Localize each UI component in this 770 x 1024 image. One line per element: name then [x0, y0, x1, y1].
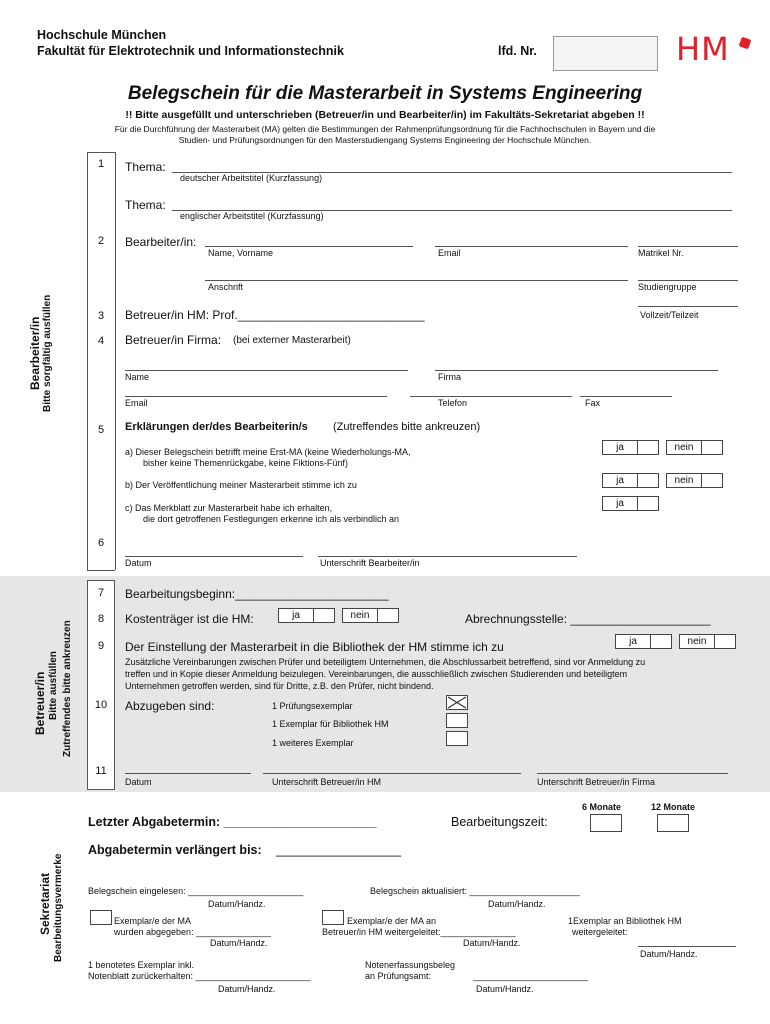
- supervisor-date-field[interactable]: [125, 773, 251, 774]
- six-months-label: 6 Monate: [582, 802, 622, 812]
- company-phone-field[interactable]: [410, 396, 572, 397]
- billing-label: Abrechnungsstelle: _____________________: [465, 612, 711, 626]
- student-address-field[interactable]: [205, 280, 628, 281]
- declaration-a-yes[interactable]: ja: [602, 440, 659, 455]
- graded-hint: Datum/Handz.: [218, 984, 276, 994]
- intro-line-1: Für die Durchführung der Masterarbeit (MA) gelten die Bestimmungen der Rahmenprüfungsordnung für die Fachhochschulen in Bayern und die: [114, 124, 656, 134]
- side-label-office: Sekretariat: [38, 872, 52, 935]
- declaration-a-line2: bisher keine Themenrückgabe, keine Fiktions-Fünf): [143, 458, 348, 468]
- extended-deadline-label: Abgabetermin verlängert bis:: [88, 843, 262, 857]
- copies-forwarded-line2: Betreuer/in HM weitergeleitet:_______________: [322, 927, 516, 937]
- graded-line1: 1 benotetes Exemplar inkl.: [88, 960, 195, 970]
- twelve-months-label: 12 Monate: [651, 802, 696, 812]
- student-date-hint: Datum: [125, 558, 152, 568]
- section-number-11: 11: [95, 765, 107, 777]
- declarations-label: Erklärungen der/des Bearbeiterin/s: [125, 421, 308, 433]
- cross-mark-icon: [447, 696, 467, 709]
- side-sub-supervisor-2: Zutreffendes bitte ankreuzen: [62, 620, 73, 757]
- grade-notes-line1: Notenerfassungsbeleg: [365, 960, 456, 970]
- updated-hint: Datum/Handz.: [488, 899, 546, 909]
- student-matrikel-hint: Matrikel Nr.: [638, 248, 684, 258]
- copies-forwarded-checkbox[interactable]: [322, 910, 344, 925]
- deadline-label: Letzter Abgabetermin: ______________________: [88, 815, 377, 829]
- section-number-6: 6: [97, 537, 105, 549]
- side-sub-supervisor-1: Bitte ausfüllen: [48, 651, 59, 720]
- agreement-text-2: treffen und in Kopie dieser Anmeldung beizulegen. Vereinbarungen, die ausschließlich zwischen Studierenden und beteiligtem: [125, 669, 628, 679]
- library-forward-line1: 1Exemplar an Bibliothek HM: [568, 916, 682, 926]
- library-forward-line2: weitergeleitet:: [572, 927, 628, 937]
- hm-logo-mark: [739, 37, 752, 50]
- side-label-student: Bearbeiter/in: [28, 316, 42, 390]
- declaration-b-yes-box[interactable]: [637, 473, 659, 488]
- declaration-c-line2: die dort getroffenen Festlegungen erkenne ich als verbindlich an: [143, 514, 400, 524]
- lfd-nr-label: lfd. Nr.: [498, 44, 537, 58]
- duration-label: Bearbeitungszeit:: [451, 815, 548, 829]
- graded-line2: Notenblatt zurückerhalten: _______________________: [88, 971, 311, 981]
- twelve-months-checkbox[interactable]: [657, 814, 689, 832]
- student-matrikel-field[interactable]: [638, 246, 738, 247]
- submit-item-1: 1 Prüfungsexemplar: [272, 701, 353, 711]
- declarations-sub: (Zutreffendes bitte ankreuzen): [333, 421, 481, 433]
- copies-submitted-hint: Datum/Handz.: [210, 938, 268, 948]
- library-consent-no-box[interactable]: [714, 634, 736, 649]
- section-number-2: 2: [97, 235, 105, 247]
- cost-bearer-label: Kostenträger ist die HM:: [125, 612, 254, 626]
- topic-de-label: Thema:: [125, 160, 166, 174]
- company-email-field[interactable]: [125, 396, 387, 397]
- grade-notes-hint: Datum/Handz.: [476, 984, 534, 994]
- copies-submitted-checkbox[interactable]: [90, 910, 112, 925]
- cost-bearer-no[interactable]: nein: [342, 608, 399, 623]
- declaration-a-line1: a) Dieser Belegschein betrifft meine Erst-MA (keine Wiederholungs-MA,: [125, 447, 411, 457]
- section-number-9: 9: [97, 640, 105, 652]
- declaration-a-yes-box[interactable]: [637, 440, 659, 455]
- lfd-nr-field[interactable]: [553, 36, 658, 71]
- company-phone-hint: Telefon: [438, 398, 468, 408]
- library-consent-no[interactable]: nein: [679, 634, 736, 649]
- copies-submitted-line1: Exemplar/e der MA: [114, 916, 192, 926]
- declaration-c-yes[interactable]: ja: [602, 496, 659, 511]
- company-fax-field[interactable]: [580, 396, 672, 397]
- section-number-1: 1: [97, 158, 105, 170]
- hm-logo: HM: [676, 30, 730, 68]
- fulltime-field[interactable]: [638, 306, 738, 307]
- student-name-field[interactable]: [205, 246, 413, 247]
- section-number-8: 8: [97, 613, 105, 625]
- submit-item-2: 1 Exemplar für Bibliothek HM: [272, 719, 389, 729]
- section-number-4: 4: [97, 335, 105, 347]
- submit-item-3-checkbox[interactable]: [446, 731, 468, 746]
- declaration-b: b) Der Veröffentlichung meiner Masterarbeit stimme ich zu: [125, 480, 357, 490]
- agreement-text-3: Unternehmen getroffen werden, sind für Dritte, z.B. den Prüfer, nicht bindend.: [125, 681, 434, 691]
- fulltime-hint: Vollzeit/Teilzeit: [640, 310, 699, 320]
- updated-label: Belegschein aktualisiert: ______________________: [370, 886, 580, 896]
- company-email-hint: Email: [125, 398, 148, 408]
- supervisor-hm-signature-field[interactable]: [263, 773, 521, 774]
- side-sub-student: Bitte sorgfältig ausfüllen: [42, 294, 53, 412]
- extended-deadline-line: __________________: [276, 843, 402, 857]
- submit-items-label: Abzugeben sind:: [125, 699, 215, 713]
- supervisor-company-label: Betreuer/in Firma:: [125, 333, 222, 347]
- library-consent-yes-box[interactable]: [650, 634, 672, 649]
- topic-en-hint: englischer Arbeitstitel (Kurzfassung): [180, 211, 324, 221]
- notice: !! Bitte ausgefüllt und unterschrieben (Betreuer/in und Bearbeiter/in) im Fakultäts-Sekretariat abgeben !!: [125, 109, 645, 121]
- student-name-hint: Name, Vorname: [208, 248, 274, 258]
- grade-notes-line2: an Prüfungsamt:: [365, 971, 432, 981]
- company-name-hint: Firma: [438, 372, 461, 382]
- supervisor-company-signature-field[interactable]: [537, 773, 728, 774]
- declaration-a-no-box[interactable]: [701, 440, 723, 455]
- declaration-a-no[interactable]: nein: [666, 440, 723, 455]
- company-name-field[interactable]: [435, 370, 718, 371]
- student-group-field[interactable]: [638, 280, 738, 281]
- company-fax-hint: Fax: [585, 398, 601, 408]
- copies-forwarded-line1: Exemplar/e der MA an: [347, 916, 437, 926]
- section-number-7: 7: [97, 587, 105, 599]
- declaration-c-yes-box[interactable]: [637, 496, 659, 511]
- declaration-c-line1: c) Das Merkblatt zur Masterarbeit habe ich erhalten,: [125, 503, 333, 513]
- topic-en-label: Thema:: [125, 198, 166, 212]
- student-group-hint: Studiengruppe: [638, 282, 697, 292]
- copies-submitted-line2: wurden abgegeben: _______________: [114, 927, 272, 937]
- declaration-b-no-box[interactable]: [701, 473, 723, 488]
- supervisor-hm-label: Betreuer/in HM: Prof.____________________________: [125, 308, 425, 322]
- supervisor-date-hint: Datum: [125, 777, 152, 787]
- supervisor-company-sub: (bei externer Masterarbeit): [233, 335, 351, 346]
- library-forward-field[interactable]: [638, 946, 736, 947]
- company-supervisor-name-hint: Name: [125, 372, 150, 382]
- supervisor-company-signature-hint: Unterschrift Betreuer/in Firma: [537, 777, 656, 787]
- submit-item-1-checkbox[interactable]: [446, 695, 468, 710]
- student-address-hint: Anschrift: [208, 282, 244, 292]
- student-email-hint: Email: [438, 248, 461, 258]
- library-forward-hint: Datum/Handz.: [640, 949, 698, 959]
- section-number-10: 10: [94, 699, 108, 711]
- cost-bearer-yes-box[interactable]: [313, 608, 335, 623]
- company-supervisor-name-field[interactable]: [125, 370, 408, 371]
- student-signature-field[interactable]: [318, 556, 577, 557]
- six-months-checkbox[interactable]: [590, 814, 622, 832]
- page-title: Belegschein für die Masterarbeit in Systems Engineering: [127, 83, 643, 104]
- agreement-text-1: Zusätzliche Vereinbarungen zwischen Prüfer und beteiligtem Unternehmen, die Abschlussarbeit betreffend, sind vor Anmeldung zu: [125, 657, 646, 667]
- submit-item-3: 1 weiteres Exemplar: [272, 738, 354, 748]
- student-email-field[interactable]: [435, 246, 628, 247]
- received-hint: Datum/Handz.: [208, 899, 266, 909]
- student-label: Bearbeiter/in:: [125, 235, 197, 249]
- copies-forwarded-hint: Datum/Handz.: [463, 938, 521, 948]
- library-consent-yes[interactable]: ja: [615, 634, 672, 649]
- declaration-b-no[interactable]: nein: [666, 473, 723, 488]
- received-label: Belegschein eingelesen: _______________________: [88, 886, 304, 896]
- student-signature-hint: Unterschrift Bearbeiter/in: [320, 558, 420, 568]
- university-name: Hochschule München: [37, 28, 167, 42]
- side-sub-office: Bearbeitungsvermerke: [53, 853, 64, 962]
- declaration-b-yes[interactable]: ja: [602, 473, 659, 488]
- cost-bearer-no-box[interactable]: [377, 608, 399, 623]
- intro-line-2: Studien- und Prüfungsordnungen für den Masterstudiengang Systems Engineering der Hochschule München.: [178, 135, 592, 145]
- supervisor-hm-signature-hint: Unterschrift Betreuer/in HM: [272, 777, 382, 787]
- submit-item-2-checkbox[interactable]: [446, 713, 468, 728]
- cost-bearer-yes[interactable]: ja: [278, 608, 335, 623]
- section-number-3: 3: [97, 310, 105, 322]
- topic-de-hint: deutscher Arbeitstitel (Kurzfassung): [180, 173, 323, 183]
- library-consent-label: Der Einstellung der Masterarbeit in die Bibliothek der HM stimme ich zu: [125, 640, 504, 654]
- grade-notes-line3: _______________________: [473, 971, 589, 981]
- section-number-5: 5: [97, 424, 105, 436]
- start-date-label: Bearbeitungsbeginn:_______________________: [125, 587, 389, 601]
- faculty-name: Fakultät für Elektrotechnik und Informationstechnik: [37, 44, 344, 58]
- student-date-field[interactable]: [125, 556, 303, 557]
- side-label-supervisor: Betreuer/in: [33, 671, 47, 735]
